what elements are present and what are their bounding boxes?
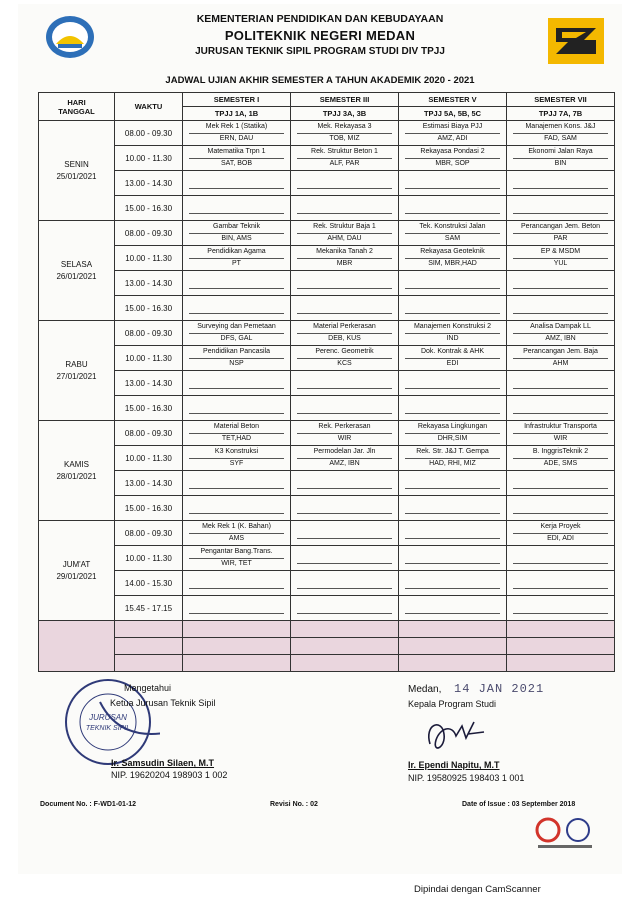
course-cell (399, 546, 507, 571)
lecturer-codes (189, 588, 284, 589)
course-cell (291, 346, 399, 371)
lecturer-codes (513, 213, 608, 214)
header-waktu: WAKTU (115, 93, 183, 121)
time-cell: 15.00 - 16.30 (115, 196, 183, 221)
lecturer-codes: PT (189, 258, 284, 269)
course-cell (291, 271, 399, 296)
ministry-name: KEMENTERIAN PENDIDIKAN DAN KEBUDAYAAN (196, 13, 444, 25)
lecturer-codes: BIN (513, 158, 608, 169)
table-row (39, 221, 615, 246)
course-name: Estimasi Biaya PJJ (422, 122, 483, 130)
course-cell (507, 321, 615, 346)
lecturer-codes: SAM (405, 233, 500, 244)
lecturer-codes: AMZ, ADI (405, 133, 500, 144)
course-name: Material Perkerasan (313, 322, 376, 330)
course-cell (183, 271, 291, 296)
header-class-5: TPJJ 5A, 5B, 5C (399, 107, 507, 121)
course-cell (183, 571, 291, 596)
course-cell (399, 521, 507, 546)
ministry-logo (44, 14, 96, 60)
lecturer-codes (405, 488, 500, 489)
course-cell (183, 371, 291, 396)
lecturer-codes (405, 313, 500, 314)
lecturer-codes (513, 413, 608, 414)
course-name: Manajemen Konstruksi 2 (413, 322, 492, 330)
time-cell: 08.00 - 09.30 (115, 221, 183, 246)
document-title: JADWAL UJIAN AKHIR SEMESTER A TAHUN AKADEMIK 2020 - 2021 (165, 75, 475, 86)
course-name: Pengantar Bang.Trans. (200, 547, 273, 555)
right-signer-name: Ir. Ependi Napitu, M.T (408, 760, 500, 770)
course-cell (291, 146, 399, 171)
course-cell (399, 271, 507, 296)
lecturer-codes: TET,HAD (189, 433, 284, 444)
lecturer-codes: DHR,SIM (405, 433, 500, 444)
date-stamp: 14 JAN 2021 (454, 682, 545, 696)
course-name: Gambar Teknik (213, 222, 260, 230)
lecturer-codes: ALF, PAR (297, 158, 392, 169)
lecturer-codes (189, 513, 284, 514)
lecturer-codes (405, 188, 500, 189)
lecturer-codes (297, 563, 392, 564)
lecturer-codes (297, 588, 392, 589)
course-cell (507, 171, 615, 196)
course-cell (399, 471, 507, 496)
lecturer-codes: PAR (513, 233, 608, 244)
course-cell (507, 471, 615, 496)
course-cell (507, 396, 615, 421)
lecturer-codes (189, 288, 284, 289)
course-cell (399, 371, 507, 396)
lecturer-codes (405, 213, 500, 214)
table-row (39, 571, 615, 596)
course-cell (291, 121, 399, 146)
course-name: Perancangan Jem. Beton (521, 222, 600, 230)
signature-block-left (66, 672, 306, 792)
left-signer-role: Ketua Jurusan Teknik Sipil (110, 698, 216, 708)
course-cell (399, 146, 507, 171)
course-name: Mekanika Tanah 2 (316, 247, 373, 255)
course-cell (399, 171, 507, 196)
time-cell: 08.00 - 09.30 (115, 521, 183, 546)
table-row (39, 321, 615, 346)
lecturer-codes: WIR, TET (189, 558, 284, 569)
lecturer-codes: WIR (297, 433, 392, 444)
time-cell: 15.00 - 16.30 (115, 296, 183, 321)
time-cell: 10.00 - 11.30 (115, 546, 183, 571)
table-row (39, 171, 615, 196)
table-row (39, 296, 615, 321)
header-class-3: TPJJ 3A, 3B (291, 107, 399, 121)
lecturer-codes: SAT, BOB (189, 158, 284, 169)
table-row (39, 396, 615, 421)
course-name: Infrastruktur Transporta (524, 422, 597, 430)
header-class-7: TPJJ 7A, 7B (507, 107, 615, 121)
course-cell (183, 396, 291, 421)
course-name: Rekayasa Pondasi 2 (420, 147, 485, 155)
course-cell (507, 446, 615, 471)
lecturer-codes (189, 613, 284, 614)
course-cell (507, 221, 615, 246)
lecturer-codes (513, 288, 608, 289)
course-cell (399, 246, 507, 271)
course-cell (291, 196, 399, 221)
course-cell (399, 121, 507, 146)
header-semester-5: SEMESTER V (399, 93, 507, 107)
course-name: Rekayasa Geoteknik (420, 247, 485, 255)
course-cell (291, 321, 399, 346)
lecturer-codes: EDI (405, 358, 500, 369)
course-cell (507, 346, 615, 371)
lecturer-codes: DFS, GAL (189, 333, 284, 344)
day-cell: JUM'AT 29/01/2021 (39, 521, 115, 621)
lecturer-codes (297, 488, 392, 489)
course-name: K3 Konstruksi (214, 447, 259, 455)
course-cell (399, 496, 507, 521)
header-semester-7: SEMESTER VII (507, 93, 615, 107)
course-cell (399, 346, 507, 371)
lecturer-codes (513, 488, 608, 489)
lecturer-codes (297, 413, 392, 414)
lecturer-codes (297, 188, 392, 189)
table-row (39, 496, 615, 521)
course-name: Kerja Proyek (540, 522, 581, 530)
course-cell (507, 371, 615, 396)
revision-number: Revisi No. : 02 (270, 801, 318, 808)
handwritten-signature (422, 714, 492, 758)
course-cell (291, 171, 399, 196)
course-cell (183, 296, 291, 321)
course-cell (507, 121, 615, 146)
lecturer-codes (297, 388, 392, 389)
course-name: Surveying dan Pemetaan (197, 322, 276, 330)
time-cell: 15.00 - 16.30 (115, 496, 183, 521)
course-cell (507, 246, 615, 271)
lecturer-codes: AHM (513, 358, 608, 369)
course-cell (291, 396, 399, 421)
time-cell: 13.00 - 14.30 (115, 371, 183, 396)
lecturer-codes: AHM, DAU (297, 233, 392, 244)
lecturer-codes: AMZ, IBN (513, 333, 608, 344)
lecturer-codes: MBR, SOP (405, 158, 500, 169)
course-cell (399, 596, 507, 621)
course-name: Permodelan Jar. Jln (313, 447, 376, 455)
course-name: EP & MSDM (540, 247, 581, 255)
course-name: Material Beton (213, 422, 260, 430)
blank-row (39, 621, 615, 638)
course-cell (291, 496, 399, 521)
time-cell: 13.00 - 14.30 (115, 271, 183, 296)
course-cell (399, 196, 507, 221)
lecturer-codes (405, 588, 500, 589)
lecturer-codes: SYF (189, 458, 284, 469)
course-cell (399, 571, 507, 596)
lecturer-codes (297, 513, 392, 514)
table-row (39, 471, 615, 496)
lecturer-codes (189, 488, 284, 489)
lecturer-codes (297, 613, 392, 614)
course-name: Mek Rek 1 (K. Bahan) (202, 522, 271, 530)
right-signer-role: Kepala Program Studi (408, 699, 497, 709)
right-signer-nip: NIP. 19580925 198403 1 001 (408, 773, 525, 783)
time-cell: 13.00 - 14.30 (115, 171, 183, 196)
lecturer-codes (297, 313, 392, 314)
course-cell (291, 221, 399, 246)
lecturer-codes: FAD, SAM (513, 133, 608, 144)
course-cell (399, 321, 507, 346)
course-cell (507, 496, 615, 521)
course-cell (291, 446, 399, 471)
course-name: Analisa Dampak LL (530, 322, 591, 330)
course-cell (399, 446, 507, 471)
course-cell (183, 121, 291, 146)
svg-text:JURUSAN: JURUSAN (89, 713, 127, 722)
table-row (39, 596, 615, 621)
course-name: Mek Rek 1 (Statika) (205, 122, 268, 130)
lecturer-codes: BIN, AMS (189, 233, 284, 244)
course-cell (183, 471, 291, 496)
course-cell (291, 546, 399, 571)
course-cell (183, 496, 291, 521)
lecturer-codes: AMZ, IBN (297, 458, 392, 469)
course-name: Dok. Kontrak & AHK (420, 347, 485, 355)
scanner-watermark: Dipindai dengan CamScanner (414, 884, 541, 895)
course-name: Rek. Str. J&J T. Gempa (416, 447, 489, 455)
lecturer-codes (297, 213, 392, 214)
lecturer-codes: NSP (189, 358, 284, 369)
time-cell: 10.00 - 11.30 (115, 146, 183, 171)
table-row (39, 446, 615, 471)
lecturer-codes: KCS (297, 358, 392, 369)
institution-name: POLITEKNIK NEGERI MEDAN (224, 28, 416, 43)
course-name: Rek. Perkerasan (318, 422, 371, 430)
course-cell (291, 471, 399, 496)
table-row (39, 271, 615, 296)
left-signer-nip: NIP. 19620204 198903 1 002 (111, 770, 228, 780)
course-name: Matematika Trpn 1 (207, 147, 266, 155)
course-name: Perenc. Geometrik (315, 347, 374, 355)
course-name: Pendidikan Agama (207, 247, 266, 255)
course-name: Perancangan Jem. Baja (523, 347, 598, 355)
svg-text:TEKNIK SIPIL: TEKNIK SIPIL (85, 725, 131, 732)
course-cell (183, 146, 291, 171)
lecturer-codes (513, 563, 608, 564)
lecturer-codes: DEB, KUS (297, 333, 392, 344)
course-cell (399, 396, 507, 421)
lecturer-codes (189, 313, 284, 314)
table-row (39, 146, 615, 171)
blank-row (39, 655, 615, 672)
lecturer-codes (405, 388, 500, 389)
table-row (39, 521, 615, 546)
course-cell (399, 296, 507, 321)
course-cell (291, 571, 399, 596)
course-cell (183, 221, 291, 246)
department-name: JURUSAN TEKNIK SIPIL PROGRAM STUDI DIV TPJJ (195, 46, 445, 57)
course-name: Rek. Struktur Beton 1 (311, 147, 378, 155)
lecturer-codes: YUL (513, 258, 608, 269)
course-cell (291, 246, 399, 271)
course-cell (183, 246, 291, 271)
header-hari-tanggal: HARI TANGGAL (39, 93, 115, 121)
course-cell (507, 571, 615, 596)
course-cell (183, 446, 291, 471)
lecturer-codes (405, 563, 500, 564)
course-cell (183, 321, 291, 346)
day-cell: KAMIS 28/01/2021 (39, 421, 115, 521)
signature-block-right (408, 684, 608, 794)
department-logo (548, 18, 604, 64)
document-number: Document No. : F-WD1-01-12 (40, 801, 137, 808)
lecturer-codes (297, 538, 392, 539)
course-cell (507, 521, 615, 546)
left-signer-name: Ir. Samsudin Silaen, M.T (111, 758, 215, 768)
lecturer-codes (405, 613, 500, 614)
lecturer-codes (513, 388, 608, 389)
course-name: Tek. Konstruksi Jalan (419, 222, 486, 230)
lecturer-codes: MBR (297, 258, 392, 269)
course-cell (183, 521, 291, 546)
course-cell (291, 596, 399, 621)
course-cell (507, 296, 615, 321)
header-semester-1: SEMESTER I (183, 93, 291, 107)
time-cell: 14.00 - 15.30 (115, 571, 183, 596)
table-row (39, 371, 615, 396)
signing-place: Medan, (408, 684, 442, 695)
lecturer-codes (189, 388, 284, 389)
course-name: Rekayasa Lingkungan (417, 422, 488, 430)
course-name: Ekonomi Jalan Raya (528, 147, 593, 155)
date-of-issue: Date of Issue : 03 September 2018 (462, 801, 576, 808)
course-cell (183, 546, 291, 571)
lecturer-codes: ADE, SMS (513, 458, 608, 469)
course-cell (291, 521, 399, 546)
exam-schedule-table (38, 92, 615, 672)
lecturer-codes: WIR (513, 433, 608, 444)
course-cell (183, 196, 291, 221)
time-cell: 13.00 - 14.30 (115, 471, 183, 496)
lecturer-codes (405, 288, 500, 289)
lecturer-codes (189, 213, 284, 214)
lecturer-codes (513, 313, 608, 314)
course-cell (507, 546, 615, 571)
course-name: Rek. Struktur Baja 1 (313, 222, 376, 230)
day-cell: SELASA 26/01/2021 (39, 221, 115, 321)
course-cell (183, 421, 291, 446)
lecturer-codes: EDI, ADI (513, 533, 608, 544)
course-cell (507, 421, 615, 446)
header-semester-3: SEMESTER III (291, 93, 399, 107)
lecturer-codes: TOB, MIZ (297, 133, 392, 144)
lecturer-codes (189, 413, 284, 414)
table-row (39, 346, 615, 371)
time-cell: 08.00 - 09.30 (115, 121, 183, 146)
course-cell (291, 421, 399, 446)
lecturer-codes (513, 588, 608, 589)
header-class-1: TPJJ 1A, 1B (183, 107, 291, 121)
lecturer-codes (513, 613, 608, 614)
lecturer-codes: IND (405, 333, 500, 344)
course-name: Mek. Rekayasa 3 (317, 122, 372, 130)
course-cell (183, 171, 291, 196)
table-row (39, 121, 615, 146)
course-cell (291, 296, 399, 321)
table-row (39, 196, 615, 221)
lecturer-codes (189, 188, 284, 189)
lecturer-codes: HAD, RHI, MIZ (405, 458, 500, 469)
lecturer-codes: SIM, MBR,HAD (405, 258, 500, 269)
course-cell (507, 146, 615, 171)
table-row (39, 246, 615, 271)
course-cell (507, 596, 615, 621)
lecturer-codes: ERN, DAU (189, 133, 284, 144)
lecturer-codes (513, 188, 608, 189)
time-cell: 08.00 - 09.30 (115, 321, 183, 346)
course-cell (183, 596, 291, 621)
table-row (39, 546, 615, 571)
time-cell: 15.45 - 17.15 (115, 596, 183, 621)
time-cell: 10.00 - 11.30 (115, 246, 183, 271)
course-cell (183, 346, 291, 371)
course-cell (399, 221, 507, 246)
lecturer-codes (405, 513, 500, 514)
certification-logos (534, 815, 596, 853)
lecturer-codes: AMS (189, 533, 284, 544)
time-cell: 08.00 - 09.30 (115, 421, 183, 446)
acknowledged-label: Mengetahui (124, 683, 172, 693)
day-cell: SENIN 25/01/2021 (39, 121, 115, 221)
table-row (39, 421, 615, 446)
lecturer-codes (297, 288, 392, 289)
lecturer-codes (405, 413, 500, 414)
course-name: B. InggrisTeknik 2 (532, 447, 589, 455)
time-cell: 10.00 - 11.30 (115, 346, 183, 371)
lecturer-codes (513, 513, 608, 514)
course-cell (399, 421, 507, 446)
lecturer-codes (405, 538, 500, 539)
time-cell: 15.00 - 16.30 (115, 396, 183, 421)
time-cell: 10.00 - 11.30 (115, 446, 183, 471)
course-cell (507, 271, 615, 296)
course-cell (291, 371, 399, 396)
blank-row (39, 638, 615, 655)
course-cell (507, 196, 615, 221)
day-cell: RABU 27/01/2021 (39, 321, 115, 421)
course-name: Pendidikan Pancasila (203, 347, 270, 355)
course-name: Manajemen Kons. J&J (525, 122, 596, 130)
